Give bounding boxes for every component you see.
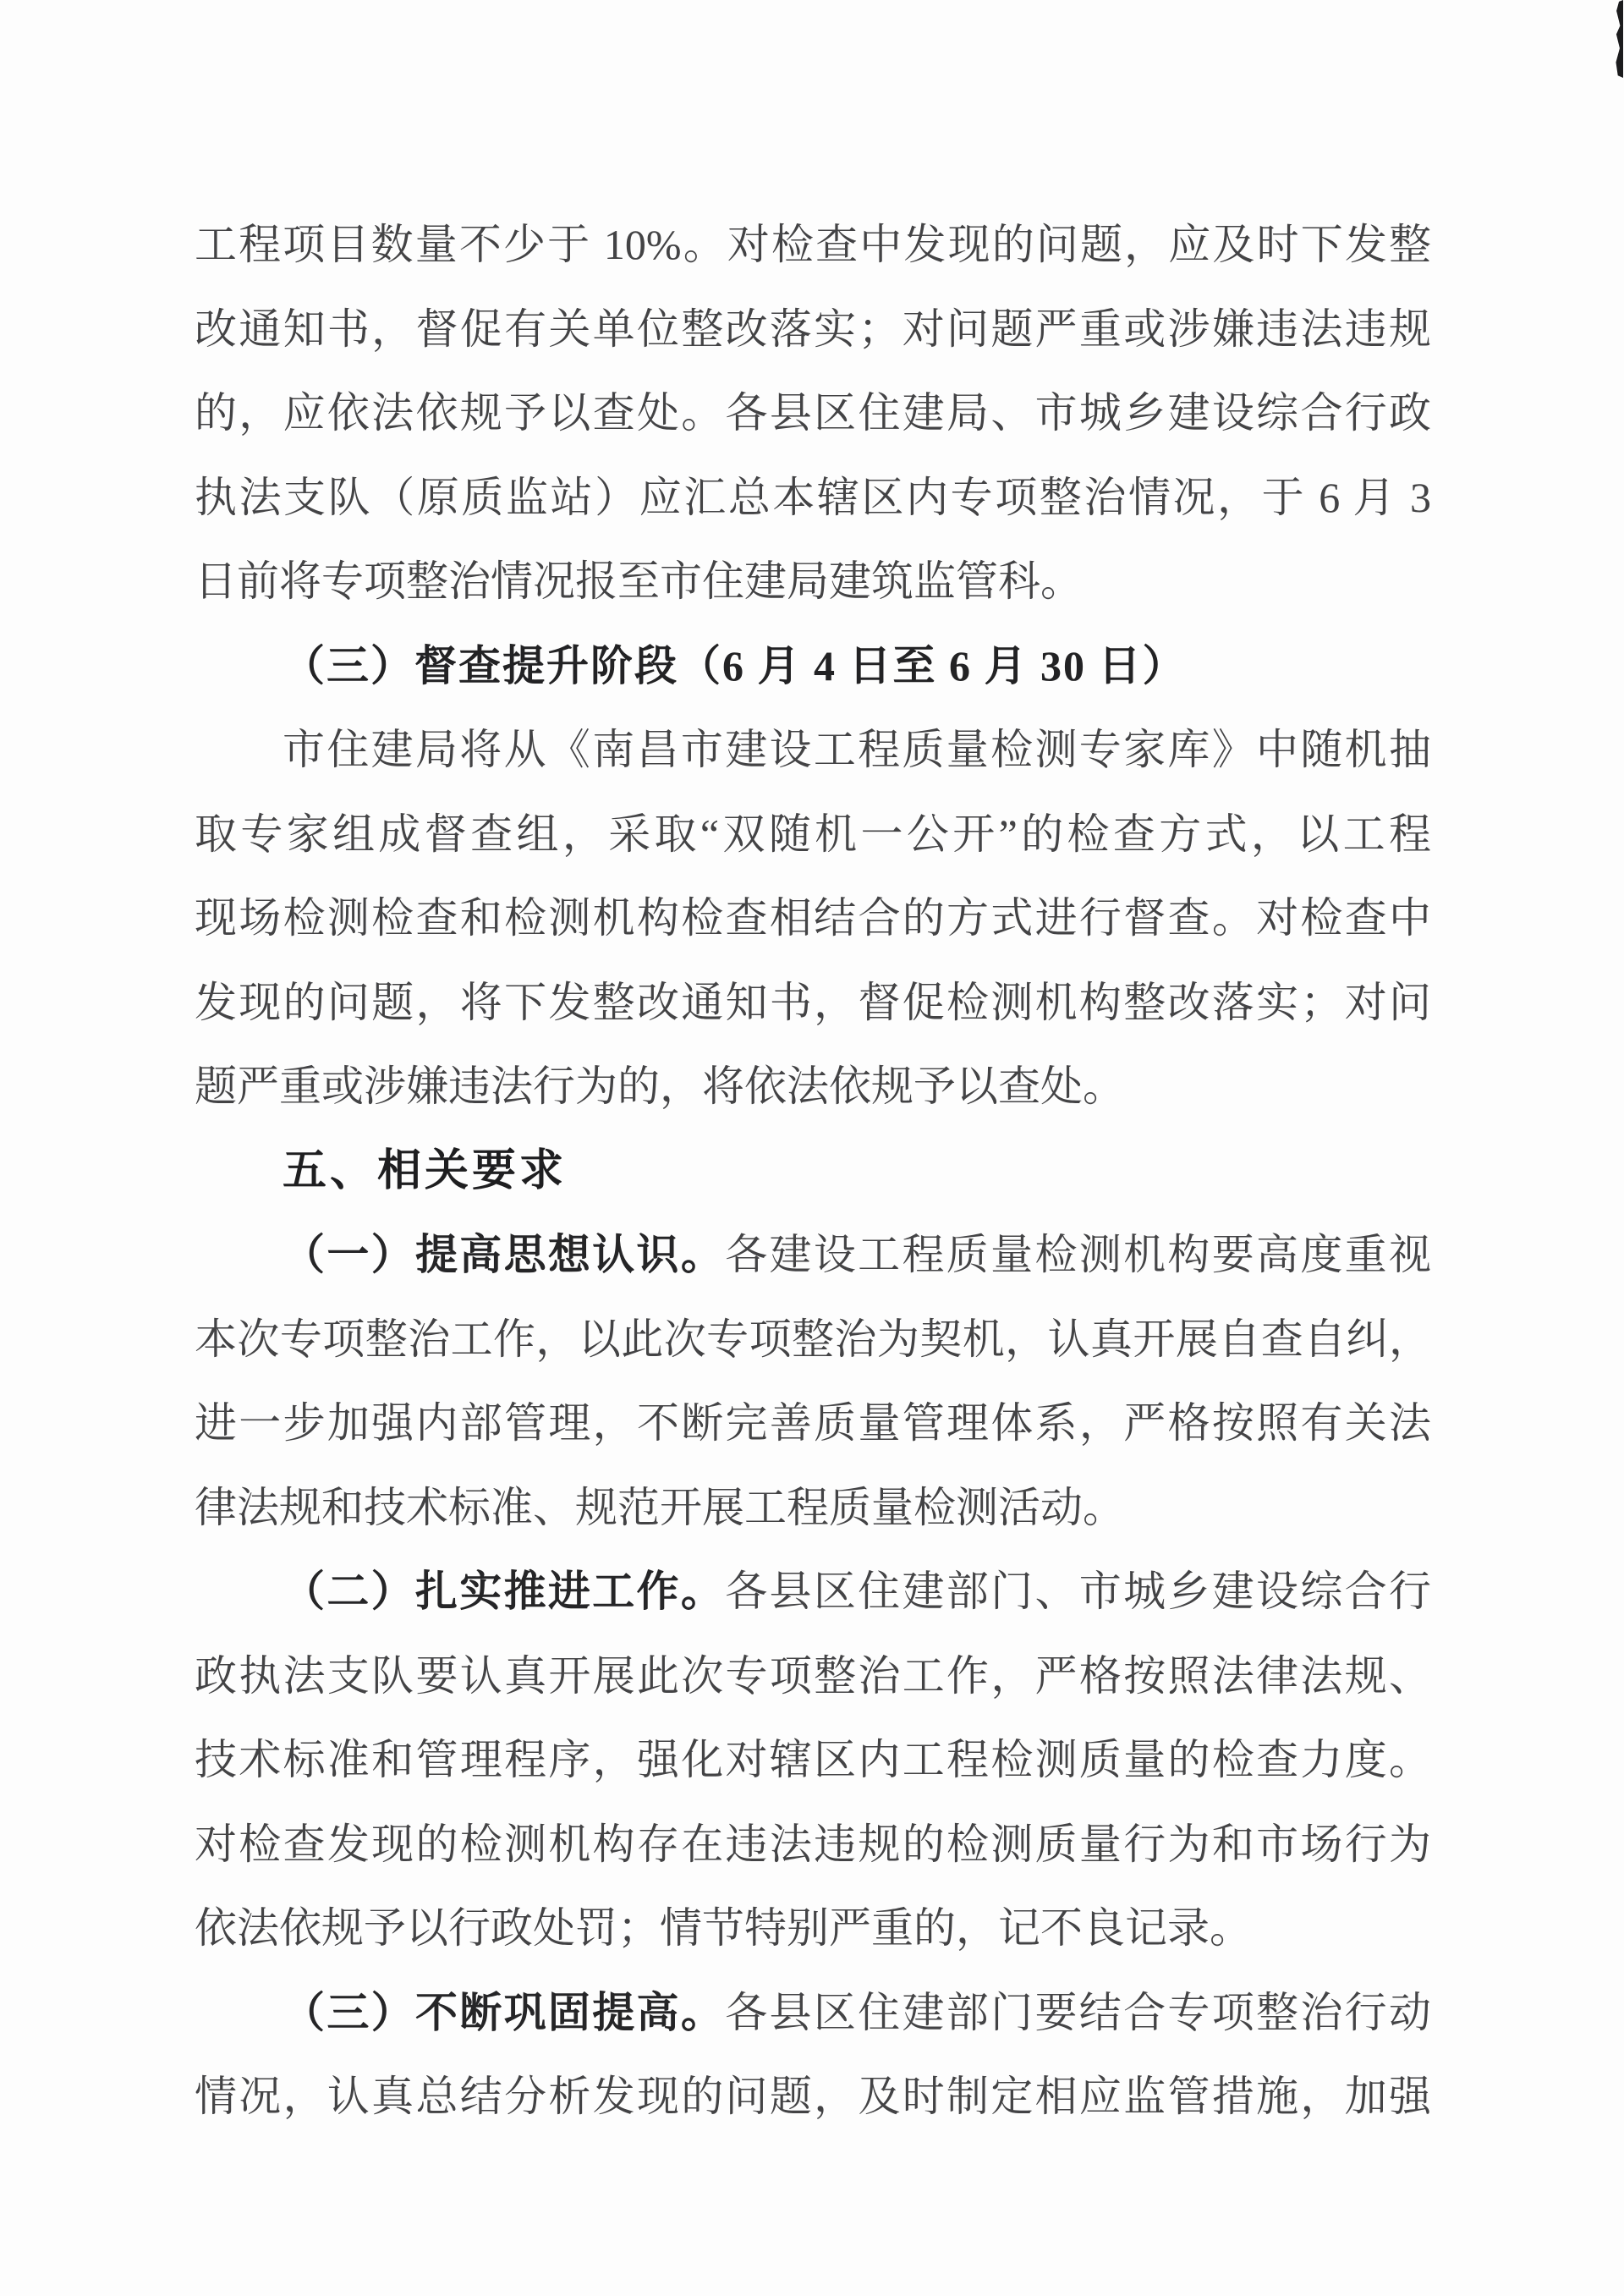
document-line: 发现的问题，将下发整改通知书，督促检测机构整改落实；对问 xyxy=(195,978,1431,1026)
document-line xyxy=(195,1971,1431,2056)
paragraph-lead: （三）不断巩固提高。 xyxy=(283,1988,726,2036)
document-line xyxy=(195,1213,1431,1298)
document-line: 取专家组成督查组，采取“双随机一公开”的检查方式，以工程 xyxy=(195,810,1431,858)
document-line: 技术标准和管理程序，强化对辖区内工程检测质量的检查力度。 xyxy=(195,1736,1431,1783)
document-line: 进一步加强内部管理，不断完善质量管理体系，严格按照有关法 xyxy=(195,1399,1431,1447)
document-line: 工程项目数量不少于 10%。对检查中发现的问题，应及时下发整 xyxy=(195,221,1431,268)
document-line: 题严重或涉嫌违法行为的，将依法依规予以查处。 xyxy=(195,1063,1125,1110)
document-line: 执法支队（原质监站）应汇总本辖区内专项整治情况，于 6 月 3 xyxy=(195,473,1431,521)
document-line: 对检查发现的检测机构存在违法违规的检测质量行为和市场行为 xyxy=(195,1820,1431,1868)
document-line xyxy=(195,1550,1431,1634)
scan-edge-artifact xyxy=(1616,0,1623,78)
document-line: 依法依规予以行政处罚；情节特别严重的，记不良记录。 xyxy=(195,1904,1252,1952)
paragraph-text: 各县区住建部门要结合专项整治行动 xyxy=(725,1988,1432,2036)
document-line: 政执法支队要认真开展此次专项整治工作，严格按照法律法规、 xyxy=(195,1651,1431,1700)
document-line: 的，应依法依规予以查处。各县区住建局、市城乡建设综合行政 xyxy=(195,389,1431,437)
document-line: 情况，认真总结分析发现的问题，及时制定相应监管措施，加强 xyxy=(195,2073,1431,2120)
paragraph-lead: （一）提高思想认识。 xyxy=(283,1231,726,1278)
document-line: 本次专项整治工作，以此次专项整治为契机，认真开展自查自纠， xyxy=(195,1315,1431,1363)
paragraph-text: 各建设工程质量检测机构要高度重视 xyxy=(725,1231,1432,1278)
document-line: 日前将专项整治情况报至市住建局建筑监管科。 xyxy=(195,558,1083,605)
document-line: 市住建局将从《南昌市建设工程质量检测专家库》中随机抽 xyxy=(283,726,1431,773)
section-heading-line: 五、相关要求 xyxy=(283,1145,568,1195)
document-body xyxy=(195,203,1431,2139)
document-line: 改通知书，督促有关单位整改落实；对问题严重或涉嫌违法违规 xyxy=(195,305,1431,353)
document-line: 律法规和技术标准、规范开展工程质量检测活动。 xyxy=(195,1483,1125,1531)
document-line: 现场检测检查和检测机构检查相结合的方式进行督查。对检查中 xyxy=(195,894,1431,942)
paragraph-text: 各县区住建部门、市城乡建设综合行 xyxy=(725,1568,1432,1615)
paragraph-lead: （二）扎实推进工作。 xyxy=(283,1568,726,1615)
subheading-line: （三）督查提升阶段（6 月 4 日至 6 月 30 日） xyxy=(283,641,1187,689)
